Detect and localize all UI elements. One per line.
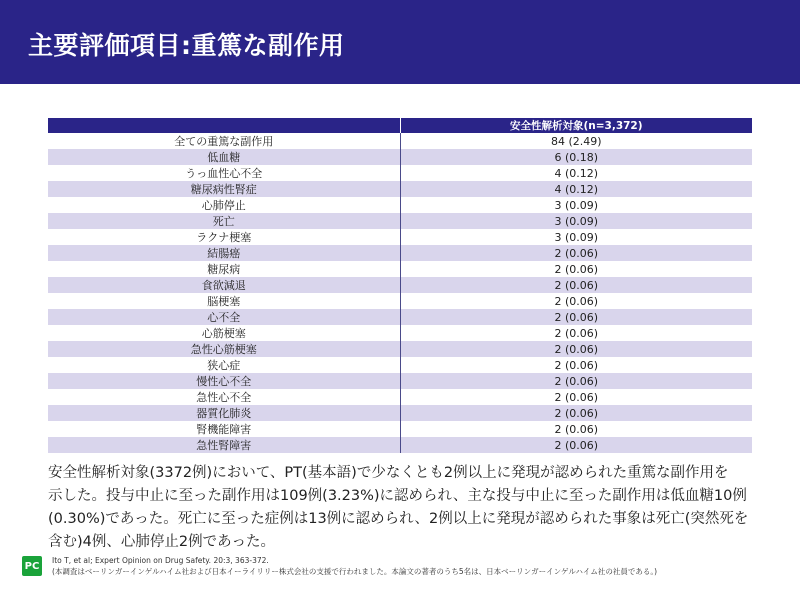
summary-line: 安全性解析対象(3372例)において、PT(基本語)で少なくとも2例以上に発現が認められた重篤な副作用を — [48, 465, 729, 481]
event-count-cell: 84 (2.49) — [400, 133, 752, 149]
event-count-cell: 4 (0.12) — [400, 181, 752, 197]
table-row — [48, 197, 752, 213]
table-row — [48, 277, 752, 293]
table-row — [48, 309, 752, 325]
adverse-events-table — [48, 118, 752, 453]
event-count-cell: 2 (0.06) — [400, 341, 752, 357]
event-name-cell: 急性心不全 — [48, 389, 400, 405]
table-row — [48, 357, 752, 373]
table-row — [48, 373, 752, 389]
event-count-cell: 3 (0.09) — [400, 229, 752, 245]
table-row — [48, 149, 752, 165]
table-row — [48, 165, 752, 181]
company-logo — [22, 556, 42, 576]
event-name-cell: 脳梗塞 — [48, 293, 400, 309]
event-name-cell: 糖尿病性腎症 — [48, 181, 400, 197]
page-title: 主要評価項目:重篤な副作用 — [28, 31, 345, 60]
event-count-cell: 2 (0.06) — [400, 373, 752, 389]
table-row — [48, 261, 752, 277]
event-name-cell: 糖尿病 — [48, 261, 400, 277]
summary-line: 示した。投与中止に至った副作用は109例(3.23%)に認められ、主な投与中止に至った副作用は低血糖10例 — [48, 488, 747, 504]
event-name-cell: 腎機能障害 — [48, 421, 400, 437]
event-count-cell: 2 (0.06) — [400, 277, 752, 293]
table-row — [48, 421, 752, 437]
table-row — [48, 341, 752, 357]
citation-block — [52, 555, 752, 577]
title-banner — [0, 0, 800, 84]
event-count-cell: 4 (0.12) — [400, 165, 752, 181]
event-count-cell: 3 (0.09) — [400, 197, 752, 213]
event-name-cell: うっ血性心不全 — [48, 165, 400, 181]
table-row — [48, 389, 752, 405]
event-name-cell: 心筋梗塞 — [48, 325, 400, 341]
table-header-event — [48, 118, 400, 133]
citation-reference: Ito T, et al; Expert Opinion on Drug Safety. 20:3, 363-372. — [52, 556, 269, 565]
table-header-population: 安全性解析対象(n=3,372) — [400, 118, 752, 133]
table-row — [48, 325, 752, 341]
event-name-cell: 心肺停止 — [48, 197, 400, 213]
summary-text — [48, 462, 758, 554]
event-name-cell: 低血糖 — [48, 149, 400, 165]
event-count-cell: 6 (0.18) — [400, 149, 752, 165]
summary-line: (0.30%)であった。死亡に至った症例は13例に認められ、2例以上に発現が認められた事象は死亡(突然死を — [48, 511, 749, 527]
event-count-cell: 2 (0.06) — [400, 389, 752, 405]
event-count-cell: 2 (0.06) — [400, 421, 752, 437]
table-row — [48, 245, 752, 261]
event-count-cell: 2 (0.06) — [400, 261, 752, 277]
event-count-cell: 2 (0.06) — [400, 245, 752, 261]
event-name-cell: 急性心筋梗塞 — [48, 341, 400, 357]
event-name-cell: 全ての重篤な副作用 — [48, 133, 400, 149]
event-count-cell: 2 (0.06) — [400, 309, 752, 325]
event-name-cell: 結腸癌 — [48, 245, 400, 261]
logo-text: PC — [24, 560, 40, 572]
event-count-cell: 3 (0.09) — [400, 213, 752, 229]
event-count-cell: 2 (0.06) — [400, 325, 752, 341]
table-row — [48, 133, 752, 149]
table-row — [48, 213, 752, 229]
event-name-cell: 死亡 — [48, 213, 400, 229]
table-row — [48, 405, 752, 421]
citation-note: (本調査はベーリンガーインゲルハイム社および日本イーライリリー株式会社の支援で行われました。本論文の著者のうち5名は、日本ベーリンガーインゲルハイム社の社員である。) — [52, 567, 657, 576]
event-count-cell: 2 (0.06) — [400, 437, 752, 453]
event-count-cell: 2 (0.06) — [400, 405, 752, 421]
event-count-cell: 2 (0.06) — [400, 293, 752, 309]
table-row — [48, 229, 752, 245]
table-row — [48, 181, 752, 197]
event-name-cell: 狭心症 — [48, 357, 400, 373]
table-header-row — [48, 118, 752, 133]
event-name-cell: 急性腎障害 — [48, 437, 400, 453]
event-name-cell: ラクナ梗塞 — [48, 229, 400, 245]
table-row — [48, 437, 752, 453]
event-name-cell: 心不全 — [48, 309, 400, 325]
table-row — [48, 293, 752, 309]
event-name-cell: 食欲減退 — [48, 277, 400, 293]
event-name-cell: 慢性心不全 — [48, 373, 400, 389]
event-name-cell: 器質化肺炎 — [48, 405, 400, 421]
event-count-cell: 2 (0.06) — [400, 357, 752, 373]
summary-line: 含む)4例、心肺停止2例であった。 — [48, 534, 275, 550]
